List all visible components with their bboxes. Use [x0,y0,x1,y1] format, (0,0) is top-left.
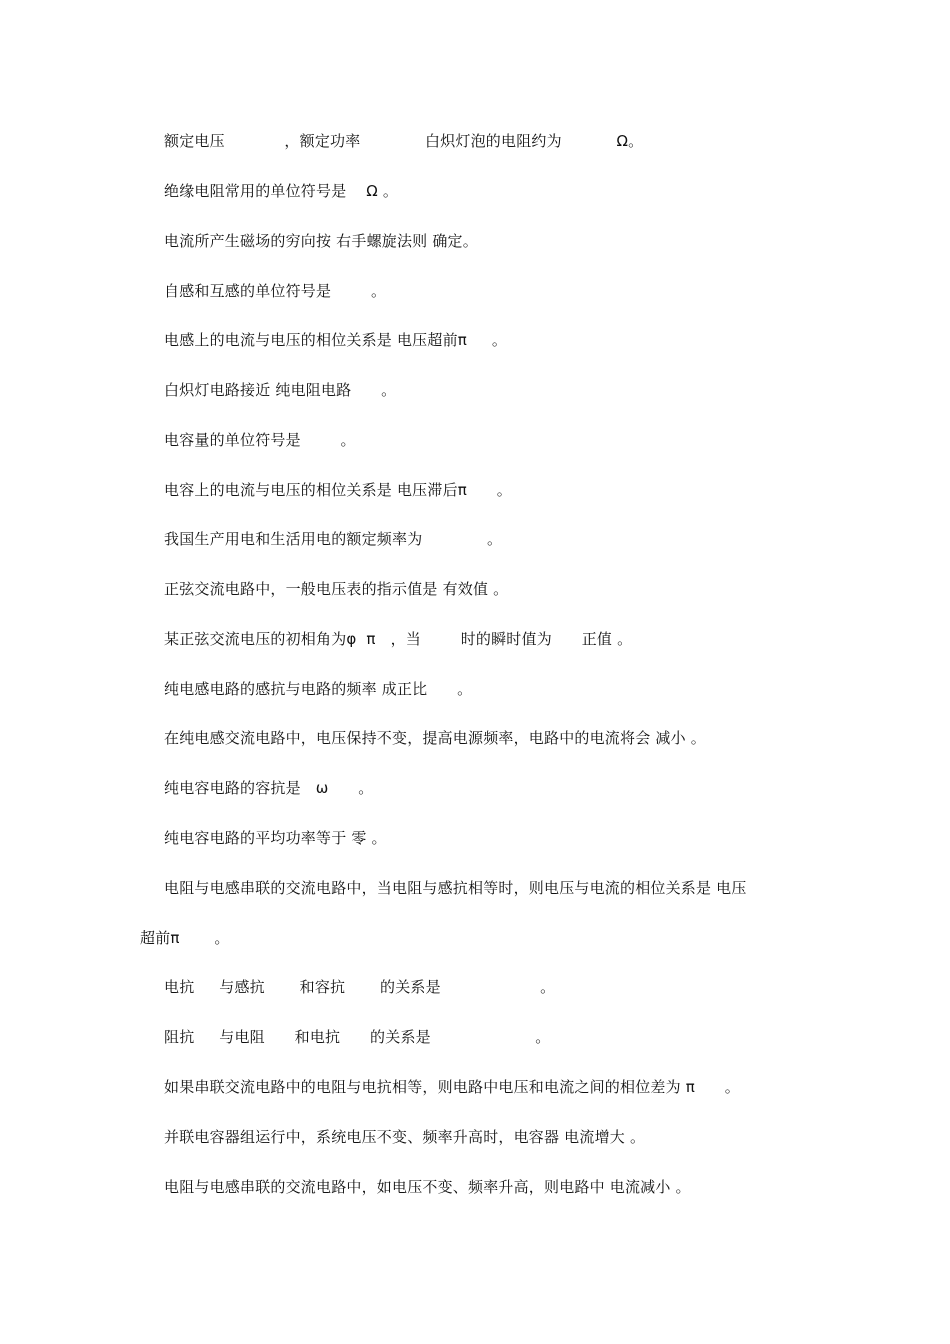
text-line-5: 电感上的电流与电压的相位关系是 电压超前π 。 [164,331,508,349]
text-line-9: 我国生产用电和生活用电的额定频率为 。 [164,530,503,548]
text-line-20: 并联电容器组运行中，系统电压不变、频率升高时，电容器 电流增大 。 [164,1128,646,1146]
text-line-1: 额定电压 ，额定功率 白炽灯泡的电阻约为 Ω。 [164,132,644,150]
text-line-7: 电容量的单位符号是 。 [164,431,356,449]
text-line-15: 纯电容电路的平均功率等于 零 。 [164,829,387,847]
text-line-16: 电阻与电感串联的交流电路中，当电阻与感抗相等时，则电压与电流的相位关系是 电压 [164,879,747,897]
text-line-8: 电容上的电流与电压的相位关系是 电压滞后π 。 [164,481,513,499]
text-line-14: 纯电容电路的容抗是 ω 。 [164,779,374,797]
text-line-16-continuation: 超前π 。 [140,929,230,947]
text-line-21: 电阻与电感串联的交流电路中，如电压不变、频率升高，则电路中 电流减小 。 [164,1178,691,1196]
text-line-18: 阻抗 与电阻 和电抗 的关系是 。 [164,1028,551,1046]
text-line-12: 纯电感电路的感抗与电路的频率 成正比 。 [164,680,473,698]
text-line-2: 绝缘电阻常用的单位符号是 Ω 。 [164,182,399,200]
text-line-11: 某正弦交流电压的初相角为φ π ，当 时的瞬时值为 正值 。 [164,630,633,648]
text-line-10: 正弦交流电路中，一般电压表的指示值是 有效值 。 [164,580,509,598]
text-line-4: 自感和互感的单位符号是 。 [164,282,387,300]
text-line-13: 在纯电感交流电路中，电压保持不变，提高电源频率，电路中的电流将会 减小 。 [164,729,706,747]
text-line-6: 白炽灯电路接近 纯电阻电路 。 [164,381,397,399]
text-line-19: 如果串联交流电路中的电阻与电抗相等，则电路中电压和电流之间的相位差为 π 。 [164,1078,741,1096]
text-line-17: 电抗 与感抗 和容抗 的关系是 。 [164,978,556,996]
text-line-3: 电流所产生磁场的穷向按 右手螺旋法则 确定。 [164,232,478,250]
